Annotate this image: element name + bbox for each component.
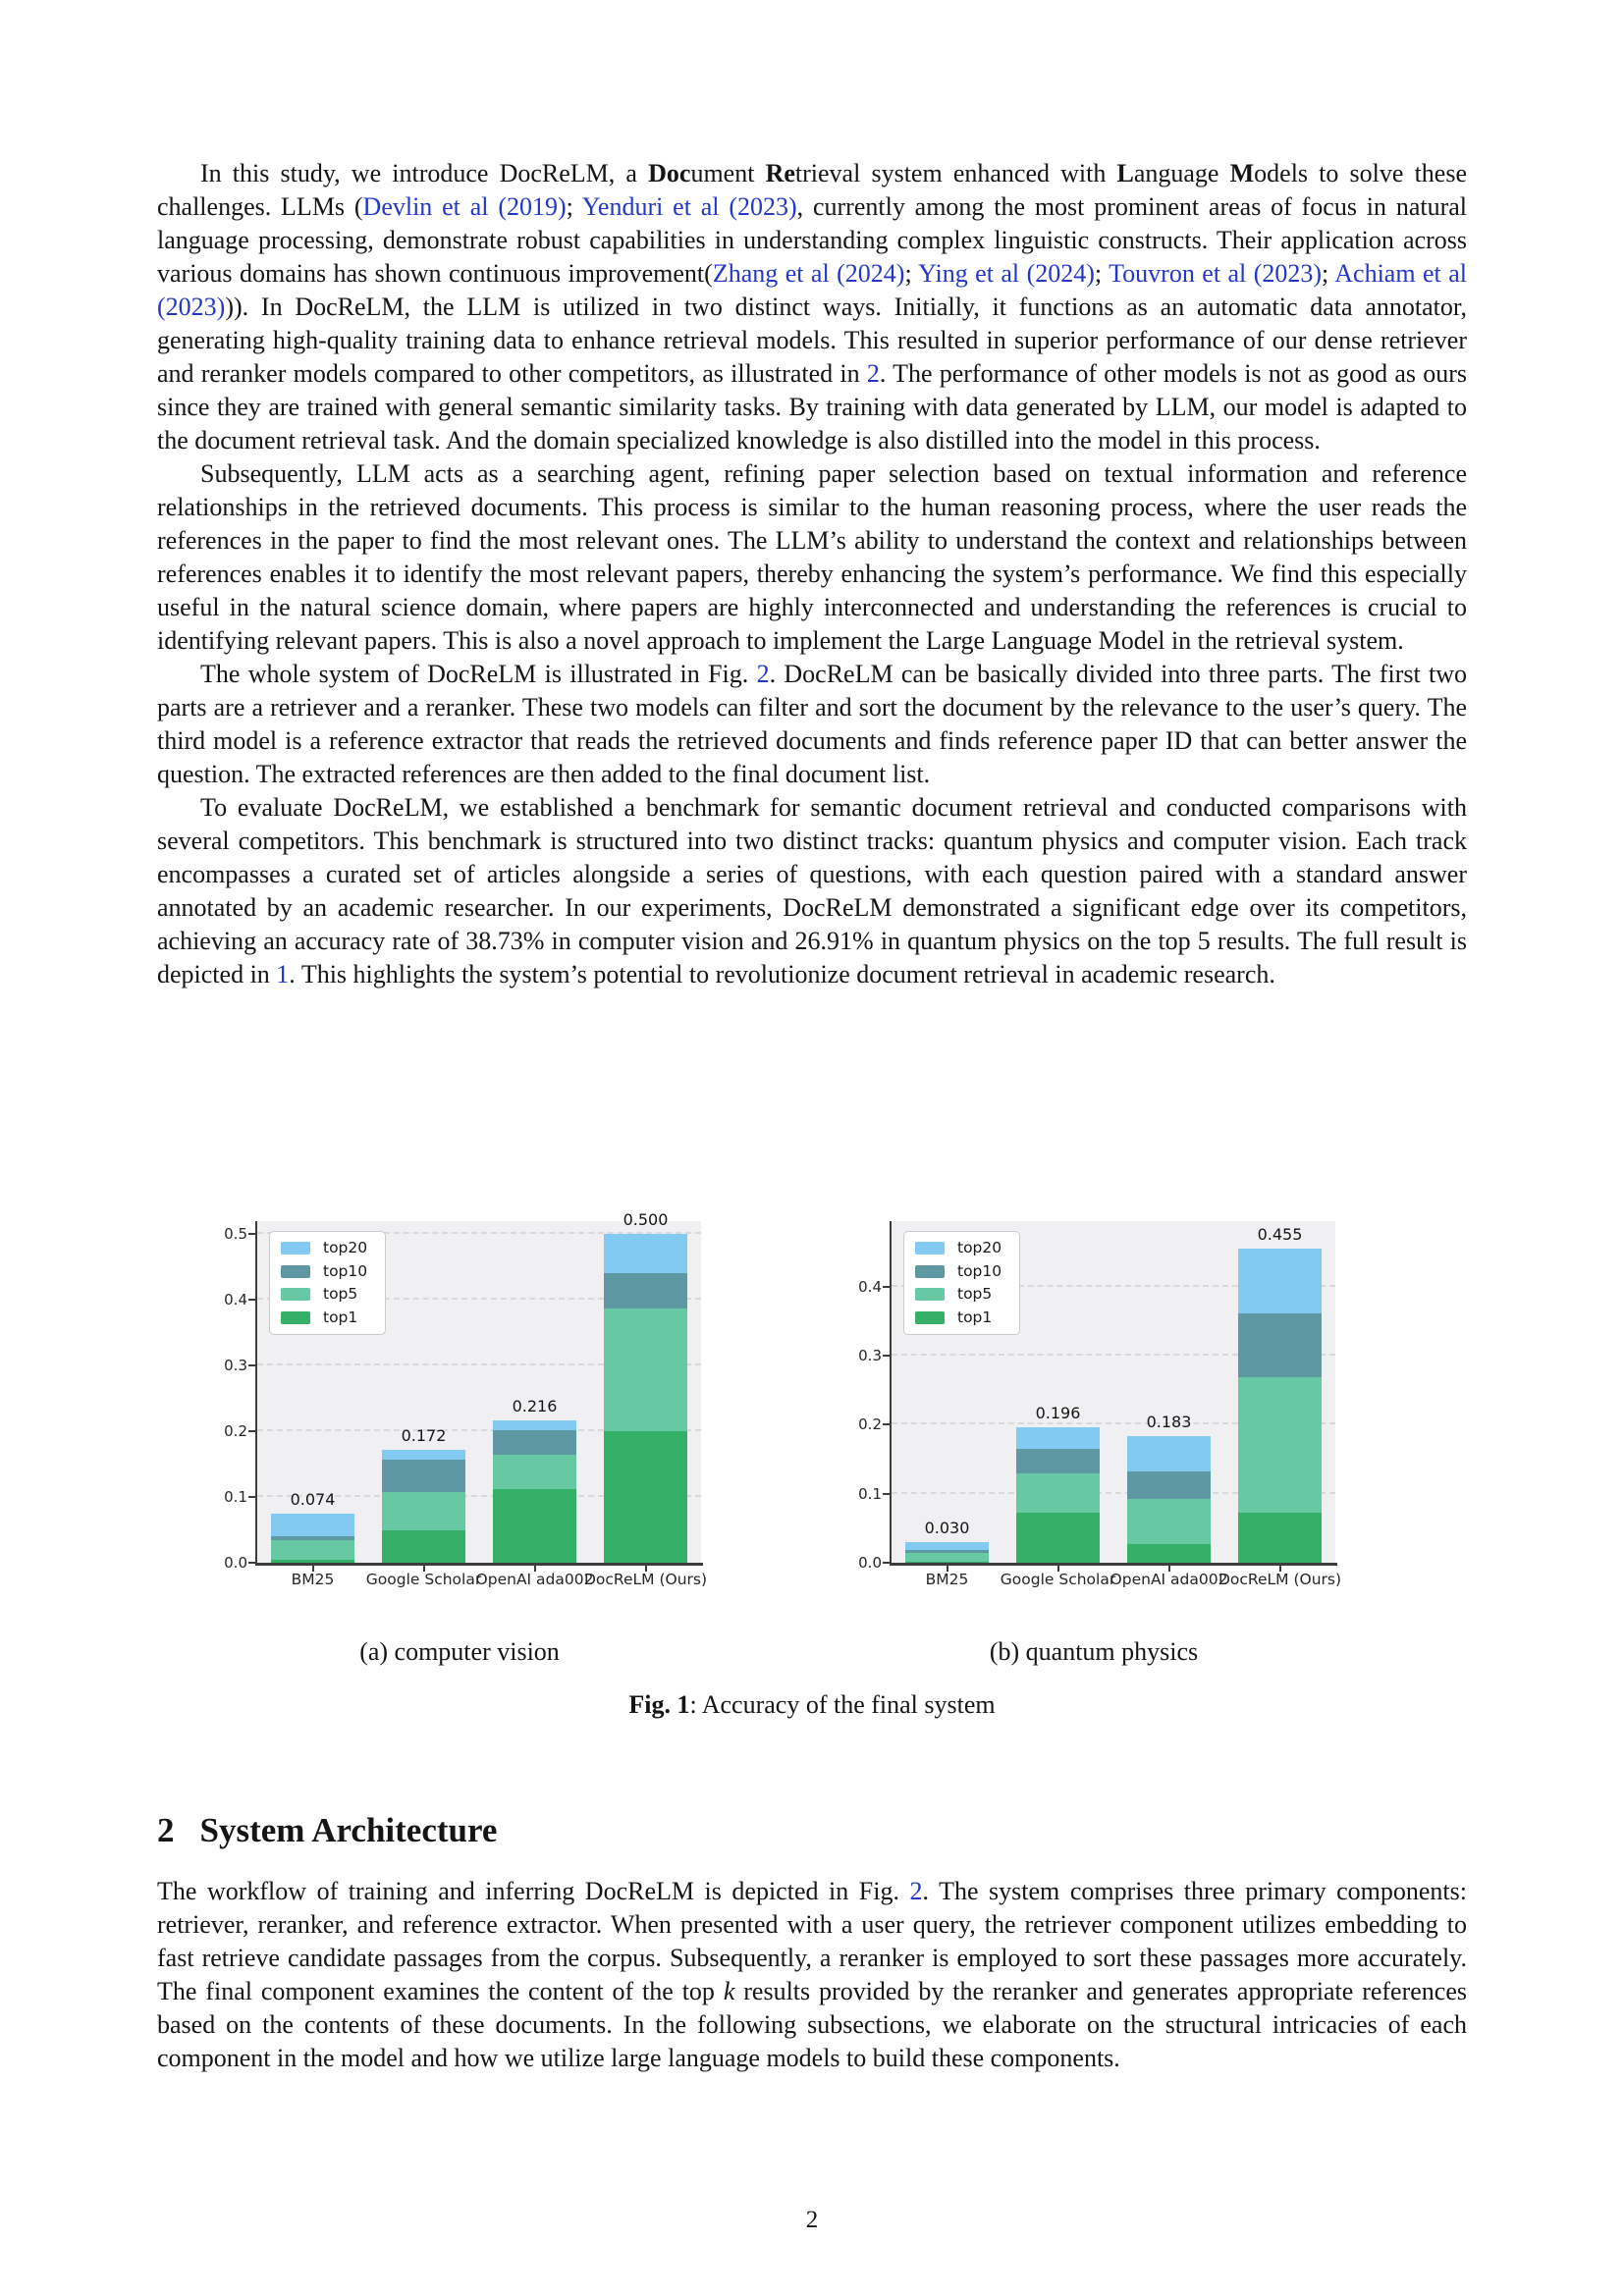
bar-value-label: 0.196 — [1035, 1404, 1081, 1423]
bar-segment-top20 — [271, 1514, 355, 1536]
text-run: anguage — [1133, 159, 1230, 187]
legend-swatch-top10 — [915, 1265, 945, 1278]
section-number: 2 — [157, 1811, 175, 1849]
bar-segment-top5 — [493, 1455, 577, 1489]
legend-item-top10 — [281, 1261, 368, 1280]
bar-segment-top1 — [604, 1431, 688, 1564]
y-tick-label: 0.0 — [858, 1554, 882, 1572]
legend-item-top20 — [915, 1241, 1001, 1256]
text-run: results provided by the reranker and generates appropriate references based on the contents of these documents. In the following subsections, we elaborate on the structural intricacies of each component in the model and how we utilize large language models to build these components. — [157, 1977, 1467, 2072]
citation-link[interactable]: Touvron et al (2023) — [1109, 259, 1323, 288]
y-tick — [248, 1299, 255, 1301]
y-tick — [248, 1364, 255, 1366]
bar-segment-top1 — [1016, 1513, 1101, 1563]
italic-text: k — [723, 1977, 735, 2005]
citation-link[interactable]: 1 — [276, 960, 290, 988]
legend-label: top1 — [323, 1308, 358, 1326]
text-run: In this study, we introduce DocReLM, a — [200, 159, 649, 187]
y-tick-label: 0.2 — [858, 1415, 882, 1434]
text-run: The whole system of DocReLM is illustrated in Fig. — [200, 660, 757, 688]
text-run: ; — [566, 192, 582, 221]
figure-caption-label: Fig. 1 — [628, 1690, 690, 1719]
figure-1 — [157, 1210, 1467, 1771]
bar-value-label: 0.500 — [623, 1210, 669, 1230]
x-tick-label: Google Scholar — [1000, 1571, 1116, 1588]
text-run: . The system comprises three primary components: retriever, reranker, and reference extractor. When presented with a user query, the retriever component utilizes embedding to fast retrieve candidate passages from the corpus. Subsequently, a reranker is employed to sort these passages more accurately. The final component examines the content of the top — [157, 1877, 1467, 2005]
bar-value-label: 0.455 — [1257, 1225, 1303, 1245]
y-tick — [883, 1355, 890, 1357]
citation-link[interactable]: 2 — [756, 660, 770, 688]
legend-swatch-top1 — [281, 1311, 310, 1324]
citation-link[interactable]: Zhang et al (2024) — [712, 259, 905, 288]
bar-segment-top5 — [905, 1553, 990, 1561]
citation-link[interactable]: Achiam et al (2023) — [157, 259, 1467, 321]
y-tick-label: 0.4 — [858, 1277, 882, 1296]
bar-segment-top20 — [1127, 1436, 1212, 1471]
legend-swatch-top5 — [915, 1288, 945, 1301]
bar-value-label: 0.172 — [401, 1425, 447, 1445]
bar-segment-top10 — [271, 1536, 355, 1539]
text-run: . The performance of other models is not as good as ours since they are trained with general semantic similarity tasks. By training with data generated by LLM, our model is adapted to the document retrieval task. And the domain specialized knowledge is also distilled into the model in this process. — [157, 359, 1468, 454]
legend-swatch-top5 — [281, 1288, 310, 1301]
bar-segment-top1 — [1127, 1544, 1212, 1563]
figure-caption — [157, 1690, 1467, 1720]
legend-item-top20 — [281, 1241, 367, 1256]
legend-label: top20 — [323, 1239, 368, 1256]
bar-segment-top10 — [905, 1550, 990, 1554]
bar-value-label: 0.030 — [924, 1518, 970, 1537]
y-tick — [248, 1496, 255, 1498]
chart-computer-vision — [218, 1210, 708, 1588]
bar-value-label: 0.183 — [1146, 1413, 1192, 1432]
y-tick — [883, 1423, 890, 1425]
figure-caption-text: : Accuracy of the final system — [689, 1690, 996, 1719]
bar-segment-top5 — [271, 1540, 355, 1561]
y-tick — [883, 1493, 890, 1495]
y-axis-spine — [255, 1221, 257, 1566]
bar-segment-top20 — [1016, 1427, 1101, 1449]
text-run: , currently among the most prominent areas of focus in natural language processing, demonstrate robust capabilities in understanding complex linguistic constructs. Their application across various domains has shown continuous improvement( — [157, 192, 1467, 288]
chart-legend — [269, 1231, 386, 1335]
legend-item-top1 — [915, 1310, 1001, 1326]
bar-segment-top20 — [493, 1420, 577, 1429]
legend-label: top10 — [323, 1261, 368, 1280]
bar-segment-top10 — [382, 1460, 466, 1492]
section-heading — [157, 1811, 497, 1850]
paragraph-1 — [157, 157, 1467, 457]
bold-text: Doc — [648, 159, 691, 187]
chart-legend — [903, 1231, 1020, 1335]
page-number: 2 — [805, 2207, 819, 2233]
x-tick-label: DocReLM (Ours) — [1218, 1571, 1342, 1588]
y-tick-label: 0.4 — [224, 1291, 247, 1309]
y-tick — [248, 1233, 255, 1235]
y-tick-label: 0.1 — [224, 1488, 247, 1507]
bar-segment-top20 — [382, 1450, 466, 1460]
y-tick — [883, 1286, 890, 1288]
bar-value-label: 0.074 — [290, 1490, 336, 1510]
y-tick-label: 0.3 — [224, 1357, 247, 1375]
legend-swatch-top1 — [915, 1311, 945, 1324]
citation-link[interactable]: 2 — [909, 1877, 923, 1905]
citation-link[interactable]: Devlin et al (2019) — [362, 192, 567, 221]
y-tick-label: 0.3 — [858, 1347, 882, 1365]
legend-label: top20 — [957, 1239, 1002, 1256]
bar-segment-top5 — [382, 1492, 466, 1530]
legend-item-top1 — [281, 1310, 367, 1326]
text-run: . DocReLM can be basically divided into three parts. The first two parts are a retriever and a reranker. These two models can filter and sort the document by the relevance to the user’s query. The third model is a reference extractor that reads the retrieved documents and finds reference paper ID that can better answer the question. The extracted references are then added to the final document list. — [157, 660, 1468, 788]
y-tick — [248, 1430, 255, 1432]
x-tick-label: BM25 — [291, 1571, 335, 1588]
subcaption-a: (a) computer vision — [359, 1637, 560, 1666]
bar-segment-top1 — [493, 1489, 577, 1563]
paragraph-3 — [157, 658, 1467, 791]
bar-segment-top5 — [604, 1308, 688, 1430]
x-tick-label: DocReLM (Ours) — [583, 1571, 708, 1588]
y-tick — [248, 1562, 255, 1564]
text-run: The workflow of training and inferring DocReLM is depicted in Fig. — [157, 1877, 910, 1905]
legend-label: top10 — [957, 1261, 1002, 1280]
legend-item-top5 — [915, 1287, 1001, 1303]
bar-segment-top10 — [604, 1273, 688, 1308]
bar-segment-top10 — [1238, 1313, 1323, 1377]
legend-item-top10 — [915, 1261, 1002, 1280]
bar-value-label: 0.216 — [512, 1397, 558, 1416]
bold-text: L — [1116, 159, 1134, 187]
citation-link[interactable]: Ying et al (2024) — [918, 259, 1095, 288]
text-run: ; — [1322, 259, 1335, 288]
bar-segment-top10 — [493, 1430, 577, 1455]
body-text — [157, 157, 1467, 991]
legend-swatch-top20 — [915, 1242, 945, 1255]
bar-segment-top10 — [1016, 1449, 1101, 1473]
legend-label: top5 — [957, 1285, 993, 1303]
y-tick — [883, 1562, 890, 1564]
legend-item-top5 — [281, 1287, 367, 1303]
text-run: To evaluate DocReLM, we established a benchmark for semantic document retrieval and conducted comparisons with several competitors. This benchmark is structured into two distinct tracks: quantum physics and computer vision. Each track encompasses a curated set of articles alongside a series of questions, with each question paired with a standard answer annotated by an academic researcher. In our experiments, DocReLM demonstrated a significant edge over its competitors, achieving an accuracy rate of 38.73% in computer vision and 26.91% in quantum physics on the top 5 results. The full result is depicted in — [157, 793, 1467, 988]
x-tick-label: Google Scholar — [365, 1571, 482, 1588]
x-axis-spine — [890, 1563, 1337, 1566]
paragraph-2 — [157, 457, 1467, 658]
text-run: ument — [690, 159, 766, 187]
legend-swatch-top10 — [281, 1265, 310, 1278]
bar-segment-top20 — [905, 1542, 990, 1550]
bar-segment-top20 — [604, 1234, 688, 1272]
x-tick-label: BM25 — [925, 1571, 969, 1588]
text-run: ; — [1094, 259, 1110, 288]
y-tick-label: 0.0 — [224, 1554, 247, 1572]
legend-swatch-top20 — [281, 1242, 310, 1255]
x-axis-spine — [255, 1563, 703, 1566]
legend-label: top5 — [323, 1285, 358, 1303]
text-run: ; — [904, 259, 919, 288]
text-run: Subsequently, LLM acts as a searching agent, refining paper selection based on textual information and reference relationships in the retrieved documents. This process is similar to the human reasoning process, where the user reads the references in the paper to find the most relevant ones. The LLM’s ability to understand the context and relationships between references enables it to identify the most relevant papers, thereby enhancing the system’s performance. We find this especially useful in the natural science domain, where papers are highly interconnected and understanding the references is crucial to identifying relevant papers. This is also a novel approach to implement the Large Language Model in the retrieval system. — [157, 459, 1467, 655]
chart-quantum-physics — [852, 1221, 1342, 1588]
section-title: System Architecture — [199, 1811, 498, 1849]
paragraph-5 — [157, 1875, 1467, 2075]
bar-segment-top5 — [1127, 1499, 1212, 1544]
x-tick-label: OpenAI ada002 — [475, 1571, 594, 1588]
bar-segment-top1 — [1238, 1513, 1323, 1563]
bar-segment-top20 — [1238, 1249, 1323, 1312]
y-tick-label: 0.1 — [858, 1484, 882, 1503]
bar-segment-top5 — [1238, 1377, 1323, 1513]
y-tick-label: 0.5 — [224, 1225, 247, 1244]
citation-link[interactable]: 2 — [866, 359, 880, 388]
text-run: . This highlights the system’s potential to revolutionize document retrieval in academic research. — [289, 960, 1275, 988]
bold-text: M — [1229, 159, 1255, 187]
bar-segment-top5 — [1016, 1473, 1101, 1514]
text-run: trieval system enhanced with — [794, 159, 1117, 187]
text-run: odels to solve these challenges. LLMs ( — [157, 159, 1467, 221]
bold-text: Re — [765, 159, 795, 187]
citation-link[interactable]: Yenduri et al (2023) — [581, 192, 797, 221]
y-axis-spine — [890, 1221, 892, 1566]
bar-segment-top10 — [1127, 1471, 1212, 1499]
text-run: )). In DocReLM, the LLM is utilized in two distinct ways. Initially, it functions as an automatic data annotator, generating high-quality training data to enhance retrieval models. This resulted in superior performance of our dense retriever and reranker models compared to other competitors, as illustrated in — [157, 293, 1467, 388]
subcaption-b: (b) quantum physics — [989, 1637, 1199, 1666]
paragraph-4 — [157, 791, 1467, 991]
y-tick-label: 0.2 — [224, 1422, 247, 1441]
bar-segment-top1 — [382, 1530, 466, 1563]
x-tick-label: OpenAI ada002 — [1110, 1571, 1228, 1588]
legend-label: top1 — [957, 1308, 993, 1326]
